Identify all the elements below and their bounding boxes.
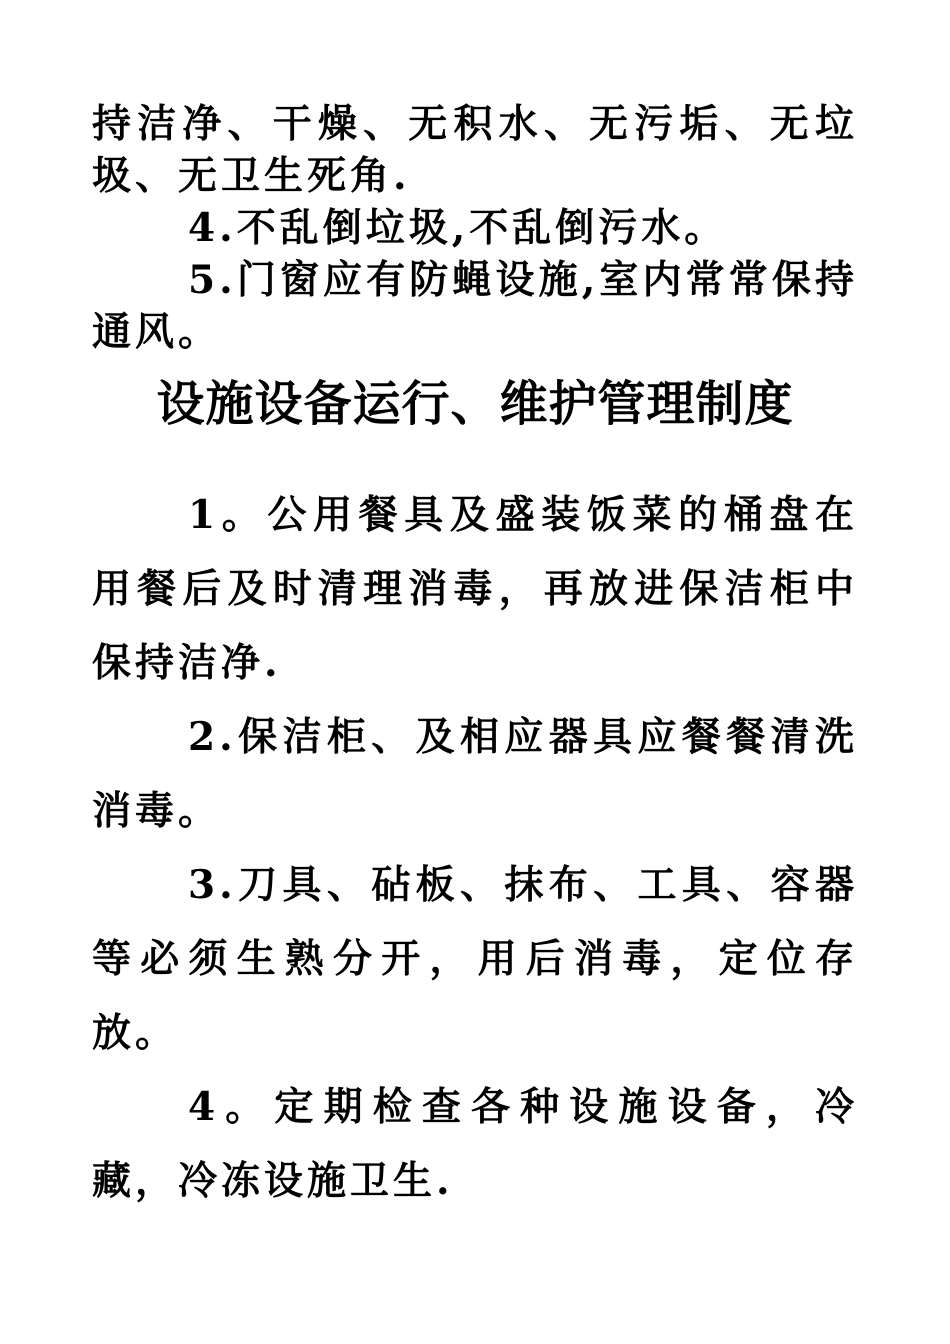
list-item: 4。定期检查各种设施设备，冷藏，冷冻设施卫生. [92,1084,858,1204]
list-item: 2.保洁柜、及相应器具应餐餐清洗消毒。 [92,714,858,834]
list-item: 1。公用餐具及盛装饭菜的桶盘在用餐后及时清理消毒，再放进保洁柜中保持洁净. [92,492,858,686]
continuation-paragraph: 持洁净、干燥、无积水、无污垢、无垃圾、无卫生死角. [92,101,858,199]
previous-section-text [92,98,858,358]
section-title: 设施设备运行、维护管理制度 [156,376,794,432]
rule-item-5: 5.门窗应有防蝇设施,室内常常保持通风。 [92,257,858,355]
list-item: 3.刀具、砧板、抹布、工具、容器等必须生熟分开，用后消毒，定位存放。 [92,862,858,1056]
rule-item-4: 4.不乱倒垃圾,不乱倒污水。 [188,205,728,251]
section-body [92,478,858,1218]
